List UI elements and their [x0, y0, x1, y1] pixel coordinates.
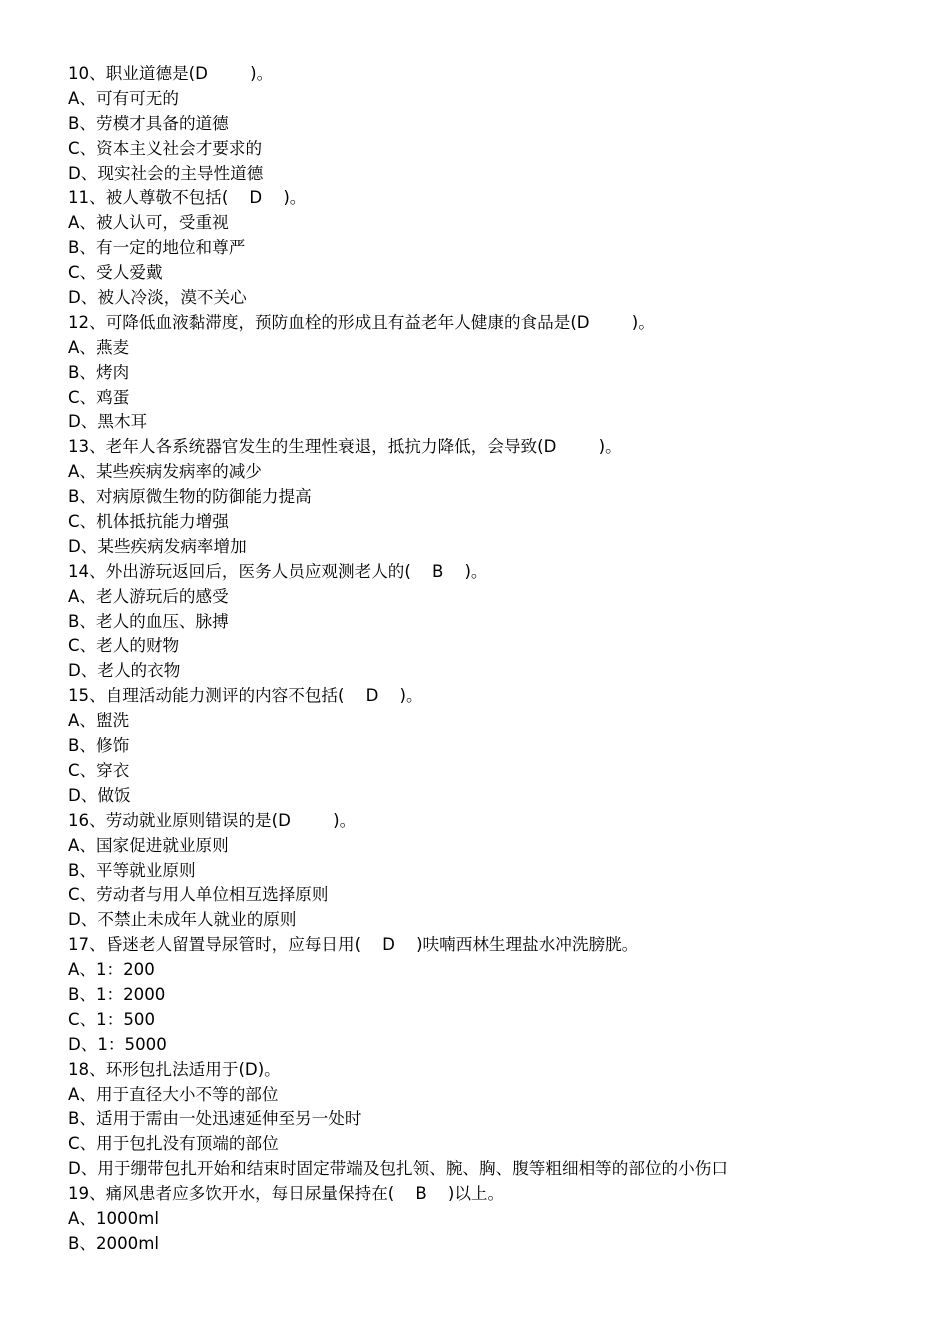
question-17-option-c: C、1：500	[68, 1009, 156, 1029]
question-19-option-b: B、2000ml	[68, 1233, 159, 1253]
question-14-option-a: A、老人游玩后的感受	[68, 586, 229, 606]
question-11-option-b: B、有一定的地位和尊严	[68, 238, 246, 258]
question-13-option-d: D、某些疾病发病率增加	[68, 536, 247, 556]
question-16-option-c: C、劳动者与用人单位相互选择原则	[68, 885, 329, 905]
question-10-option-a: A、可有可无的	[68, 88, 179, 108]
question-16-stem: 16、劳动就业原则错误的是(D )。	[68, 810, 357, 830]
question-18-option-a: A、用于直径大小不等的部位	[68, 1084, 279, 1104]
question-16-option-a: A、国家促进就业原则	[68, 835, 229, 855]
question-12-option-d: D、黑木耳	[68, 412, 148, 432]
question-12-option-a: A、燕麦	[68, 337, 130, 357]
question-15-option-c: C、穿衣	[68, 760, 130, 780]
question-15-option-b: B、修饰	[68, 736, 130, 756]
question-14-option-b: B、老人的血压、脉搏	[68, 611, 229, 631]
question-17-stem: 17、昏迷老人留置导尿管时，应每日用( D )呋喃西林生理盐水冲洗膀胱。	[68, 935, 639, 955]
question-15-option-d: D、做饭	[68, 785, 131, 805]
question-10-option-b: B、劳模才具备的道德	[68, 113, 229, 133]
question-14-option-c: C、老人的财物	[68, 636, 180, 656]
question-18-stem: 18、环形包扎法适用于(D)。	[68, 1059, 281, 1079]
question-18-option-b: B、适用于需由一处迅速延伸至另一处时	[68, 1109, 362, 1129]
question-15-stem: 15、自理活动能力测评的内容不包括( D )。	[68, 686, 423, 706]
question-12-option-c: C、鸡蛋	[68, 387, 130, 407]
question-14-stem: 14、外出游玩返回后，医务人员应观测老人的( B )。	[68, 561, 488, 581]
document-body	[68, 62, 928, 1257]
question-19-option-a: A、1000ml	[68, 1208, 159, 1228]
question-10-stem: 10、职业道德是(D )。	[68, 64, 274, 83]
question-17-option-a: A、1：200	[68, 960, 155, 980]
question-16-option-d: D、不禁止未成年人就业的原则	[68, 910, 297, 930]
question-11-option-d: D、被人冷淡，漠不关心	[68, 288, 247, 308]
question-14-option-d: D、老人的衣物	[68, 661, 181, 681]
question-13-option-c: C、机体抵抗能力增强	[68, 512, 229, 532]
question-12-stem: 12、可降低血液黏滞度，预防血栓的形成且有益老年人健康的食品是(D )。	[68, 312, 655, 332]
question-18-option-d: D、用于绷带包扎开始和结束时固定带端及包扎领、腕、胸、腹等粗细相等的部位的小伤口	[68, 1159, 728, 1179]
question-13-option-a: A、某些疾病发病率的减少	[68, 462, 262, 482]
question-13-option-b: B、对病原微生物的防御能力提高	[68, 487, 312, 507]
question-12-option-b: B、烤肉	[68, 362, 130, 382]
question-18-option-c: C、用于包扎没有顶端的部位	[68, 1134, 279, 1154]
question-13-stem: 13、老年人各系统器官发生的生理性衰退，抵抗力降低，会导致(D )。	[68, 437, 622, 457]
question-16-option-b: B、平等就业原则	[68, 860, 196, 880]
question-11-option-a: A、被人认可，受重视	[68, 213, 229, 233]
question-11-stem: 11、被人尊敬不包括( D )。	[68, 188, 307, 208]
question-10-option-c: C、资本主义社会才要求的	[68, 138, 263, 158]
question-11-option-c: C、受人爱戴	[68, 263, 163, 283]
question-17-option-d: D、1：5000	[68, 1034, 167, 1054]
question-10-option-d: D、现实社会的主导性道德	[68, 163, 264, 183]
question-17-option-b: B、1：2000	[68, 984, 166, 1004]
question-15-option-a: A、盥洗	[68, 711, 130, 731]
question-19-stem: 19、痛风患者应多饮开水，每日尿量保持在( B )以上。	[68, 1184, 505, 1204]
